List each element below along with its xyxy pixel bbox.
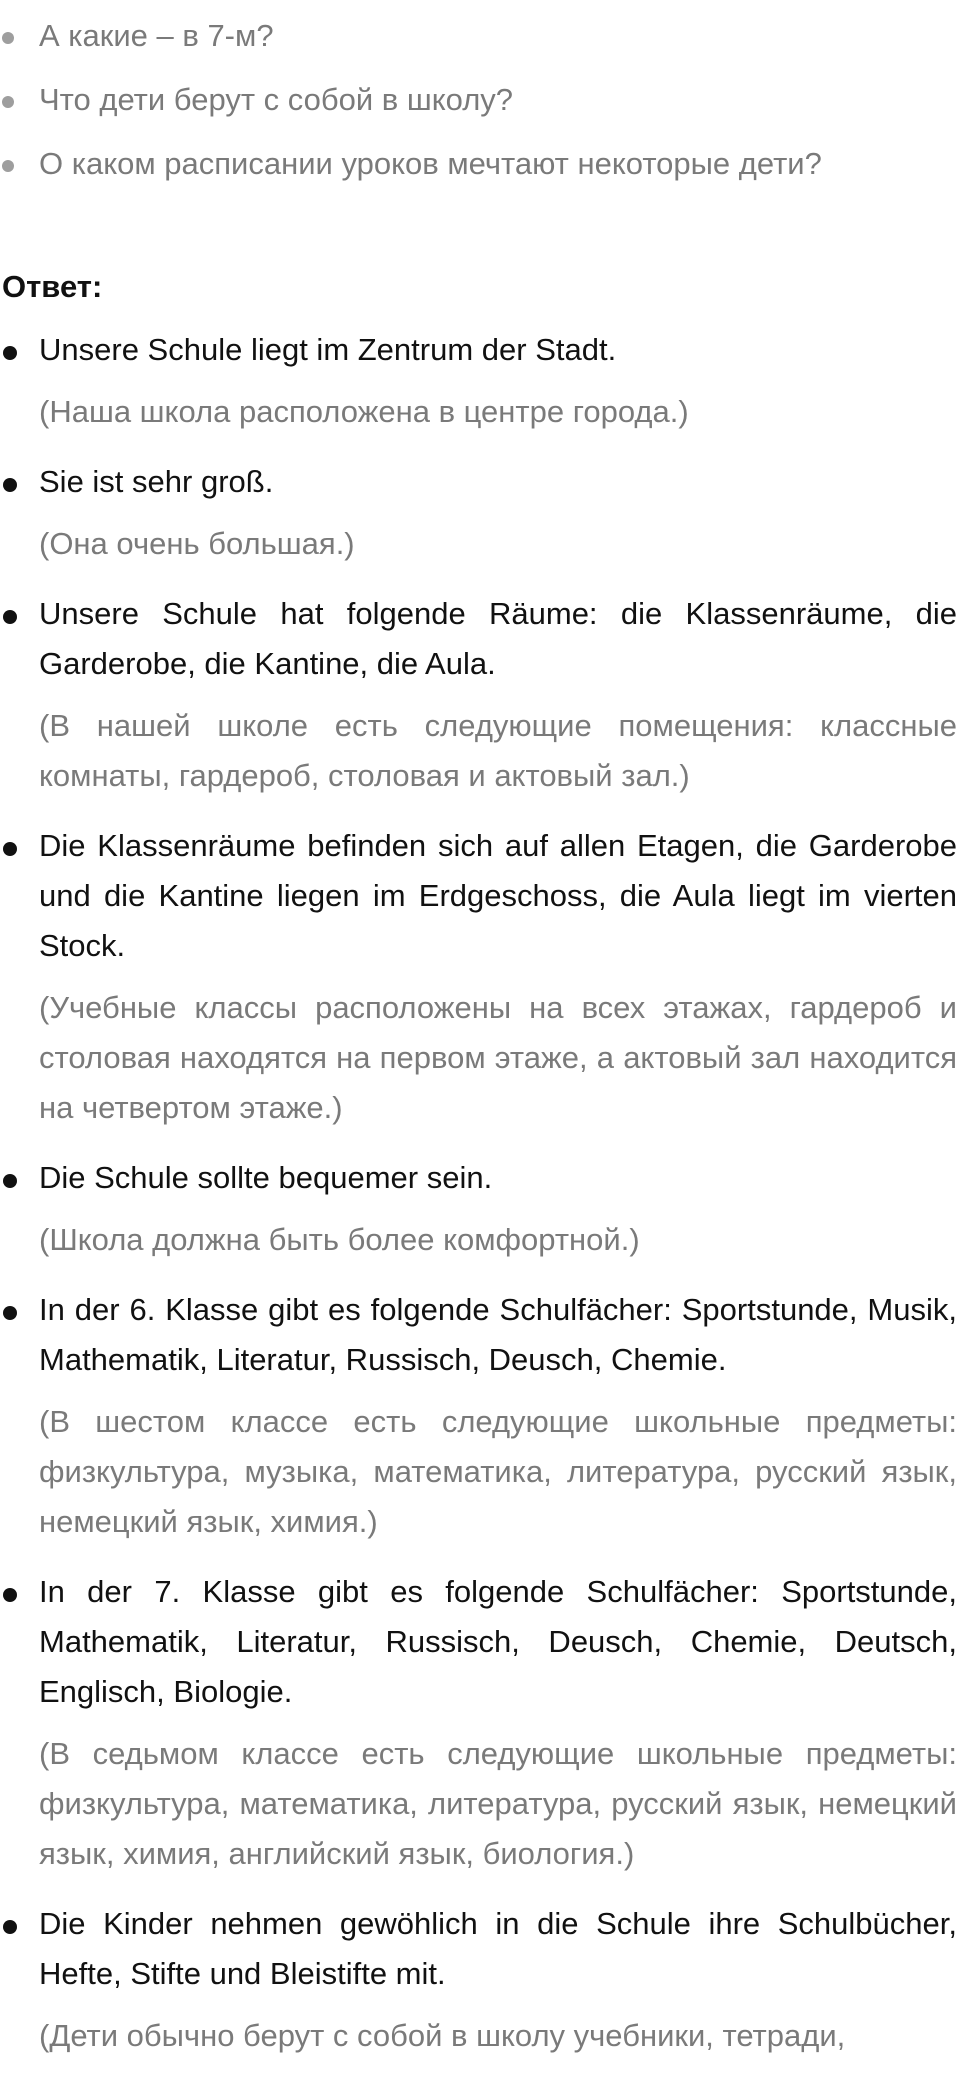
answer-item [0, 1285, 957, 1547]
answer-russian-translation: (Учебные классы расположены на всех этажах, гардероб и столовая находятся на первом этаже, а актовый зал находится на четвертом этаже.) [39, 990, 957, 1125]
answer-item [0, 325, 957, 437]
answer-russian-translation: (В нашей школе есть следующие помещения: классные комнаты, гардероб, столовая и актовый зал.) [39, 708, 957, 793]
answer-list [0, 325, 960, 2081]
answer-russian-translation: (В шестом классе есть следующие школьные предметы: физкультура, музыка, математика, литература, русский язык, немецкий язык, химия.) [39, 1404, 957, 1539]
answer-item [0, 1567, 957, 1879]
answer-item [0, 1899, 957, 2061]
answer-russian-translation: (Школа должна быть более комфортной.) [39, 1222, 640, 1257]
answer-heading: Ответ: [2, 269, 103, 304]
bullet-icon [3, 1174, 17, 1188]
question-item [0, 8, 960, 72]
answer-german-text: In der 6. Klasse gibt es folgende Schulfächer: Sportstunde, Musik, Mathematik, Literatur, Russisch, Deusch, Chemie. [39, 1292, 957, 1377]
bullet-icon [3, 346, 17, 360]
answer-german-text: In der 7. Klasse gibt es folgende Schulfächer: Sportstunde, Mathematik, Literatur, Russisch, Deusch, Chemie, Deutsch, Englisch, Biologie. [39, 1574, 957, 1709]
answer-item [0, 821, 957, 1133]
bullet-icon [2, 32, 14, 44]
answer-german-text: Sie ist sehr groß. [39, 464, 274, 499]
answer-item [0, 457, 957, 569]
bullet-icon [3, 1306, 17, 1320]
answer-german-text: Die Schule sollte bequemer sein. [39, 1160, 493, 1195]
question-item [0, 136, 960, 200]
bullet-icon [2, 96, 14, 108]
bullet-icon [3, 478, 17, 492]
bullet-icon [2, 160, 14, 172]
answer-item [0, 1153, 957, 1265]
answer-german-text: Die Klassenräume befinden sich auf allen Etagen, die Garderobe und die Kantine liegen im Erdgeschoss, die Aula liegt im vierten Stock. [39, 828, 957, 963]
answer-russian-translation: (Наша школа расположена в центре города.) [39, 394, 689, 429]
answer-german-text: Die Kinder nehmen gewöhlich in die Schule ihre Schulbücher, Hefte, Stifte und Bleistifte mit. [39, 1906, 957, 1991]
answer-russian-translation: (В седьмом классе есть следующие школьные предметы: физкультура, математика, литература, русский язык, немецкий язык, химия, английский язык, биология.) [39, 1736, 957, 1871]
answer-german-text: Unsere Schule liegt im Zentrum der Stadt. [39, 332, 617, 367]
bullet-icon [3, 1920, 17, 1934]
question-list [0, 8, 960, 200]
answer-russian-translation: (Дети обычно берут с собой в школу учебники, тетради, [39, 2018, 846, 2053]
bullet-icon [3, 842, 17, 856]
bullet-icon [3, 1588, 17, 1602]
bullet-icon [3, 610, 17, 624]
question-item [0, 72, 960, 136]
question-text: А какие – в 7-м? [39, 18, 274, 53]
answer-item [0, 589, 957, 801]
answer-russian-translation: (Она очень большая.) [39, 526, 355, 561]
answer-german-text: Unsere Schule hat folgende Räume: die Klassenräume, die Garderobe, die Kantine, die Aula. [39, 596, 957, 681]
question-text: Что дети берут с собой в школу? [39, 82, 514, 117]
question-text: О каком расписании уроков мечтают некоторые дети? [39, 146, 822, 181]
